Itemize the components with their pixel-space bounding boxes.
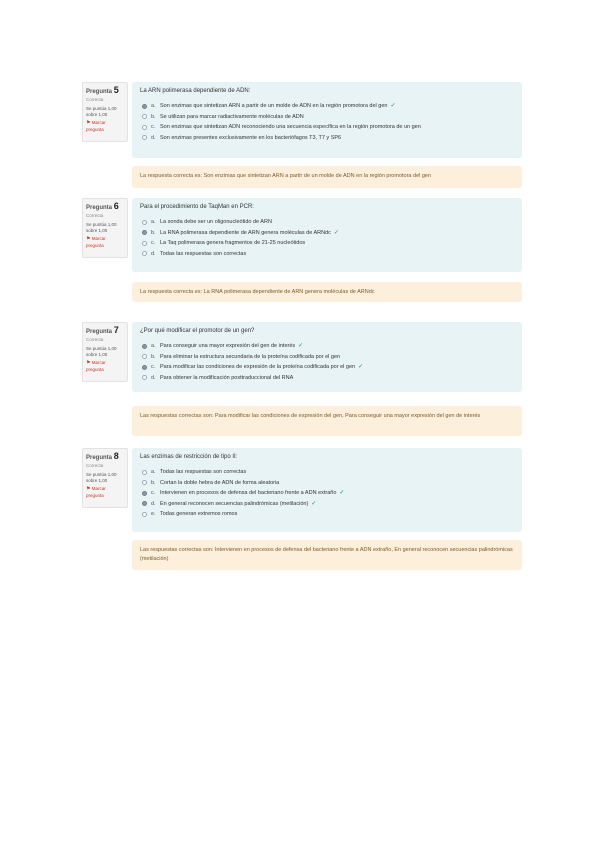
answer-option[interactable]: d. Son enzimas presentes exclusivamente en los bacteriófagos T3, T7 y SP6 bbox=[140, 133, 514, 144]
feedback-box: La respuesta correcta es: La RNA polimerasa dependiente de ARN genera moléculas de ARNdc bbox=[132, 282, 522, 302]
answer-option[interactable]: d. Todas las respuestas son correctas bbox=[140, 249, 514, 260]
checkbox[interactable] bbox=[142, 480, 147, 485]
checkbox[interactable] bbox=[142, 375, 147, 380]
check-icon: ✓ bbox=[358, 364, 364, 370]
flag-icon: ⚑ bbox=[86, 236, 91, 242]
question-title: Pregunta 5 bbox=[86, 85, 119, 95]
radio-button[interactable] bbox=[142, 104, 147, 109]
flag-icon: ⚑ bbox=[86, 486, 91, 492]
check-icon: ✓ bbox=[298, 343, 304, 349]
answer-option[interactable]: a. Todas las respuestas son correctas bbox=[140, 467, 514, 478]
question-content bbox=[132, 198, 522, 272]
feedback-box: Las respuestas correctas son: Intervienen en procesos de defensa del bacteriano frente a ADN extraño, En general reconocen secuencias palindrómicas (metilación) bbox=[132, 540, 522, 570]
answer-option[interactable]: c. Para modificar las condiciones de expresión de la proteína codificada por el gen ✓ bbox=[140, 362, 514, 373]
answer-option[interactable]: c. La Taq polimerasa genera fragmentos de 21-25 nucleótidos bbox=[140, 238, 514, 249]
question-grade: Se puntúa 1,00 sobre 1,00 bbox=[86, 106, 117, 117]
question-state: Correcta bbox=[86, 337, 104, 342]
check-icon: ✓ bbox=[311, 500, 317, 507]
question-info bbox=[82, 448, 128, 508]
checkbox[interactable] bbox=[142, 491, 147, 496]
answer-option[interactable]: b. Cortan la doble hebra de ADN de forma aleatoria bbox=[140, 478, 514, 489]
question-title: Pregunta 6 bbox=[86, 201, 119, 211]
flag-icon: ⚑ bbox=[86, 120, 91, 126]
flag-icon: ⚑ bbox=[86, 360, 91, 366]
question-text: La ARN polimerasa dependiente de ADN: bbox=[140, 88, 251, 94]
question-content bbox=[132, 448, 522, 532]
question-grade: Se puntúa 1,00 sobre 1,00 bbox=[86, 472, 117, 483]
radio-button[interactable] bbox=[142, 220, 147, 225]
check-icon: ✓ bbox=[390, 103, 396, 109]
answer-option[interactable]: b. La RNA polimerasa dependiente de ARN genera moléculas de ARNdc ✓ bbox=[140, 228, 514, 239]
flag-question-link[interactable]: ⚑ Marcar pregunta bbox=[86, 486, 106, 498]
answer-option[interactable]: e. Todas generan extremos romos bbox=[140, 509, 514, 520]
feedback-box: Las respuestas correctas son: Para modificar las condiciones de expresión del gen, Para conseguir una mayor expresión del gen de interés bbox=[132, 406, 522, 436]
answer-option[interactable]: a. Son enzimas que sintetizan ARN a partir de un molde de ADN en la región promotora del gen ✓ bbox=[140, 101, 514, 112]
radio-button[interactable] bbox=[142, 135, 147, 140]
checkbox[interactable] bbox=[142, 344, 147, 349]
question-text: Las enzimas de restricción de tipo II: bbox=[140, 454, 238, 460]
answer-option[interactable]: c. Son enzimas que sintetizan ADN reconociendo una secuencia específica en la región promotora de un gen bbox=[140, 122, 514, 133]
question-title: Pregunta 8 bbox=[86, 451, 119, 461]
checkbox[interactable] bbox=[142, 512, 147, 517]
radio-button[interactable] bbox=[142, 251, 147, 256]
answer-option[interactable]: c. Intervienen en procesos de defensa del bacteriano frente a ADN extraño ✓ bbox=[140, 488, 514, 499]
radio-button[interactable] bbox=[142, 230, 147, 235]
answer-list bbox=[140, 217, 514, 259]
answer-option[interactable]: d. Para obtener la modificación posttraduccional del RNA bbox=[140, 373, 514, 384]
check-icon: ✓ bbox=[333, 229, 339, 236]
question-info bbox=[82, 198, 128, 258]
question-text: ¿Por qué modificar el promotor de un gen? bbox=[140, 328, 255, 334]
flag-question-link[interactable]: ⚑ Marcar pregunta bbox=[86, 236, 106, 248]
question-text: Para el procedimiento de TaqMan en PCR: bbox=[140, 204, 254, 210]
feedback-box: La respuesta correcta es: Son enzimas que sintetizan ARN a partir de un molde de ADN en la región promotora del gen bbox=[132, 166, 522, 188]
question-content bbox=[132, 82, 522, 158]
question-info bbox=[82, 82, 128, 142]
answer-option[interactable]: b. Se utilizan para marcar radiactivamente moléculas de ADN bbox=[140, 112, 514, 123]
checkbox[interactable] bbox=[142, 501, 147, 506]
question-info bbox=[82, 322, 128, 382]
flag-question-link[interactable]: ⚑ Marcar pregunta bbox=[86, 120, 106, 132]
question-state: Correcta bbox=[86, 97, 104, 102]
answer-list bbox=[140, 467, 514, 520]
answer-option[interactable]: b. Para eliminar la estructura secundaria de la proteína codificada por el gen bbox=[140, 352, 514, 363]
question-grade: Se puntúa 1,00 sobre 1,00 bbox=[86, 222, 117, 233]
check-icon: ✓ bbox=[339, 490, 345, 496]
answer-option[interactable]: d. En general reconocen secuencias palindrómicas (metilación) ✓ bbox=[140, 499, 514, 510]
question-grade: Se puntúa 1,00 sobre 1,00 bbox=[86, 346, 117, 357]
answer-option[interactable]: a. La sonda debe ser un oligonucleótido de ARN bbox=[140, 217, 514, 228]
radio-button[interactable] bbox=[142, 125, 147, 130]
radio-button[interactable] bbox=[142, 241, 147, 246]
question-state: Correcta bbox=[86, 463, 104, 468]
answer-list bbox=[140, 341, 514, 383]
question-content bbox=[132, 322, 522, 392]
question-title: Pregunta 7 bbox=[86, 325, 119, 335]
checkbox[interactable] bbox=[142, 470, 147, 475]
answer-list bbox=[140, 101, 514, 143]
checkbox[interactable] bbox=[142, 365, 147, 370]
question-state: Correcta bbox=[86, 213, 104, 218]
answer-option[interactable]: a. Para conseguir una mayor expresión del gen de interés ✓ bbox=[140, 341, 514, 352]
flag-question-link[interactable]: ⚑ Marcar pregunta bbox=[86, 360, 106, 372]
checkbox[interactable] bbox=[142, 354, 147, 359]
radio-button[interactable] bbox=[142, 114, 147, 119]
